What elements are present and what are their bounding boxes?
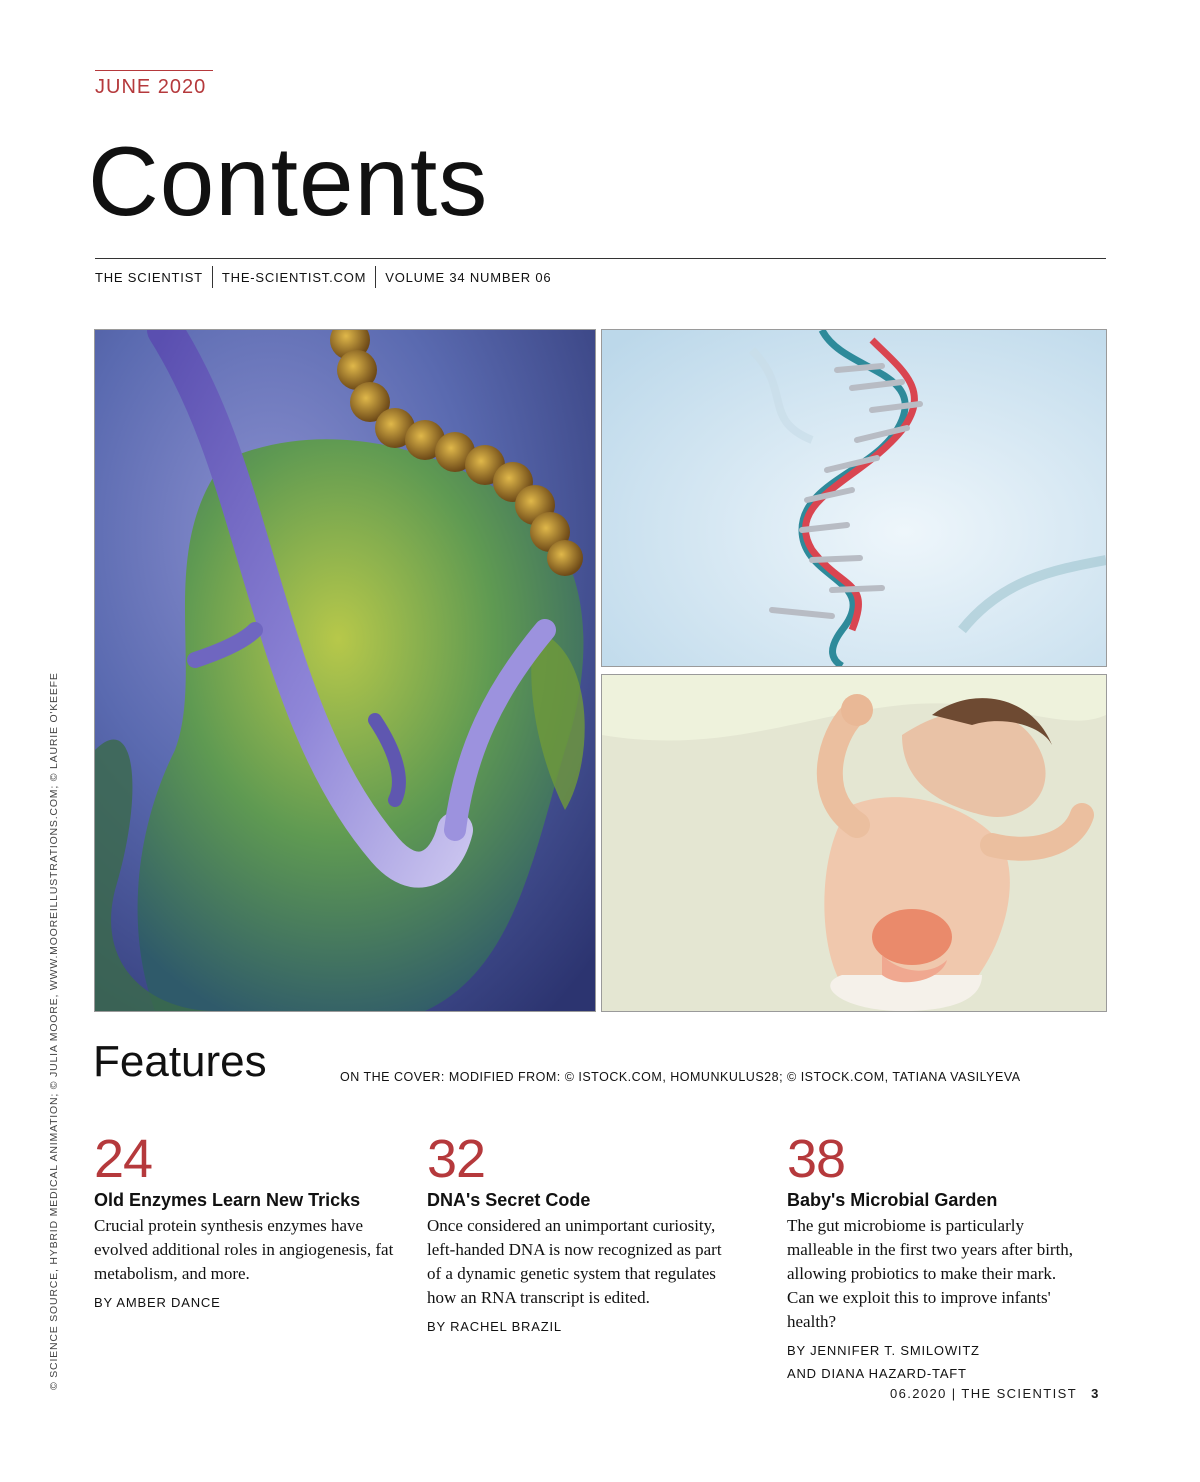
byline-line: BY AMBER DANCE bbox=[94, 1295, 221, 1310]
photo-credit-vertical: © SCIENCE SOURCE, HYBRID MEDICAL ANIMATION; © JULIA MOORE, WWW.MOOREILLUSTRATIONS.COM; © LAURIE O'KEEFE bbox=[48, 672, 60, 1390]
feature-page-number: 32 bbox=[427, 1129, 486, 1189]
masthead-website: THE-SCIENTIST.COM bbox=[221, 269, 367, 285]
cover-credit: ON THE COVER: MODIFIED FROM: © ISTOCK.COM, HOMUNKULUS28; © ISTOCK.COM, TATIANA VASILYEVA bbox=[340, 1070, 1021, 1084]
byline-line: BY JENNIFER T. SMILOWITZ bbox=[787, 1343, 980, 1358]
page-number: 3 bbox=[1091, 1386, 1100, 1401]
feature-description: The gut microbiome is particularly malleable in the first two years after birth, allowing probiotics to make their mark. Can we exploit this to improve infants' health? bbox=[787, 1216, 1074, 1331]
feature-byline bbox=[427, 1315, 737, 1338]
issue-date-rule bbox=[95, 70, 213, 71]
page-title: Contents bbox=[88, 126, 489, 236]
byline-line: AND DIANA HAZARD-TAFT bbox=[787, 1366, 967, 1381]
feature-description: Crucial protein synthesis enzymes have evolved additional roles in angiogenesis, fat metabolism, and more. bbox=[94, 1216, 394, 1283]
features-heading: Features bbox=[93, 1037, 267, 1086]
feature-page-number: 24 bbox=[94, 1129, 153, 1189]
infant-artwork bbox=[602, 675, 1106, 1011]
masthead-publication: THE SCIENTIST bbox=[95, 269, 203, 285]
feature-item[interactable] bbox=[94, 1129, 414, 1314]
feature-description: Once considered an unimportant curiosity, left-handed DNA is now recognized as part of a dynamic genetic system that regulates how an RNA transcript is edited. bbox=[427, 1216, 722, 1307]
feature-headline[interactable]: Baby's Microbial Garden bbox=[787, 1190, 998, 1210]
infant-illustration bbox=[601, 674, 1107, 1012]
issue-date: JUNE 2020 bbox=[95, 76, 207, 98]
feature-headline[interactable]: DNA's Secret Code bbox=[427, 1190, 591, 1210]
folio-text: 06.2020 | THE SCIENTIST bbox=[890, 1386, 1078, 1401]
byline-line: BY RACHEL BRAZIL bbox=[427, 1319, 562, 1334]
dna-illustration bbox=[601, 329, 1107, 667]
enzyme-artwork bbox=[95, 330, 595, 1011]
title-divider bbox=[95, 258, 1106, 259]
masthead-separator bbox=[212, 266, 213, 288]
feature-byline bbox=[94, 1291, 414, 1314]
feature-item[interactable] bbox=[787, 1129, 1077, 1385]
masthead-separator bbox=[375, 266, 376, 288]
feature-item[interactable] bbox=[427, 1129, 737, 1338]
dna-artwork bbox=[602, 330, 1106, 666]
enzyme-illustration bbox=[94, 329, 596, 1012]
masthead bbox=[95, 266, 551, 288]
feature-byline bbox=[787, 1339, 1077, 1385]
feature-page-number: 38 bbox=[787, 1129, 846, 1189]
feature-headline[interactable]: Old Enzymes Learn New Tricks bbox=[94, 1190, 361, 1210]
masthead-volume: VOLUME 34 NUMBER 06 bbox=[385, 269, 552, 285]
page-folio bbox=[890, 1386, 1100, 1401]
